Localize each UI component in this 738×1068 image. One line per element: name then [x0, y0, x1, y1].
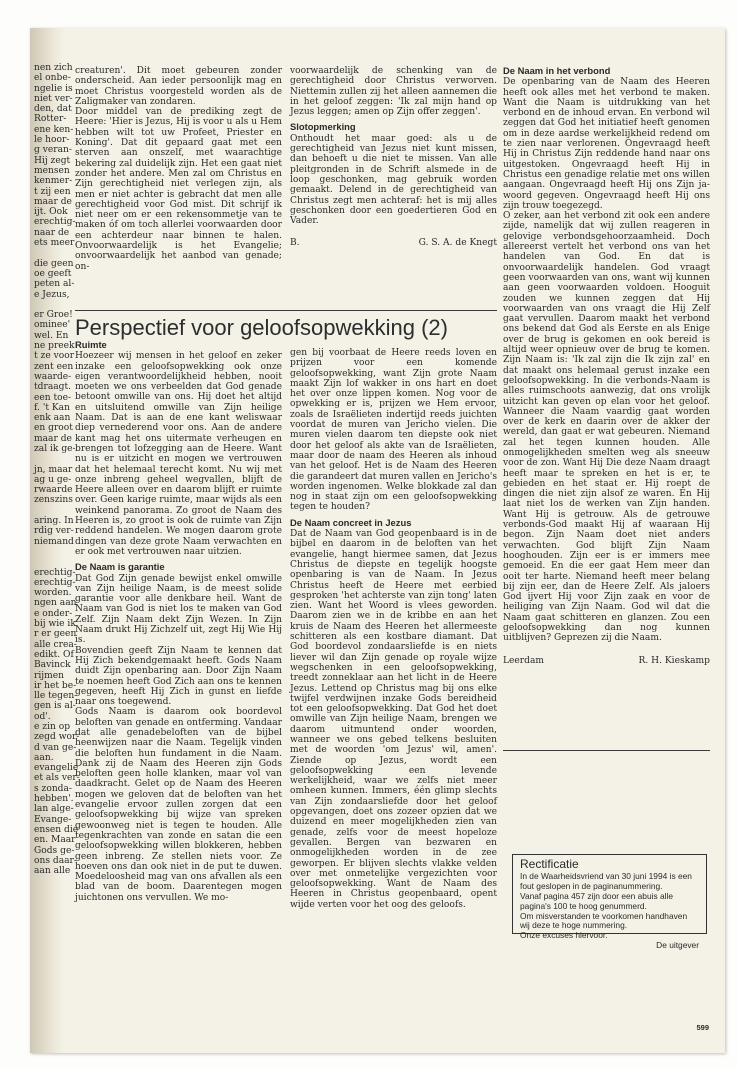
signature-kieskamp [503, 656, 710, 666]
fragment-line: zal ik ge- [34, 443, 76, 454]
fragment-line: od'. [34, 711, 51, 722]
rectificatie-signature: De uitgever [656, 940, 699, 951]
fragment-line: en. Maar [34, 835, 76, 846]
fragment-line: r er geen [34, 629, 77, 640]
fragment-line: er Groe! [34, 310, 73, 321]
article-paragraph: Bovendien geeft Zijn Naam te kennen dat Hij Zich bekendgemaakt heeft. Gods Naam duidt Zijn openbaring aan. Door Zijn Naam te noemen heeft God Zich aan ons te kennen gegeven, heeft Hij Zich in gunst en liefde naar ons toegewend. [75, 645, 282, 708]
fragment-line: maar de [34, 433, 72, 444]
previous-page-fragments [34, 63, 80, 877]
fragment-line: ngelie is [34, 83, 73, 94]
fragment-line: ir het be- [34, 680, 77, 691]
fragment-line: ngen aan [34, 598, 77, 609]
fragment-line: e onder- [34, 608, 73, 619]
fragment-line: maar de [34, 196, 72, 207]
fragment-line: edikt. Of [34, 649, 74, 660]
fragment-line: die geen [34, 258, 74, 269]
fragment-line: niemand [34, 536, 74, 547]
fragment-line: aan. [34, 752, 54, 763]
fragment-line [34, 557, 64, 567]
slot-body: Onthoudt het maar goed: als u de gerechtigheid van Jezus niet kunt missen, dan behoeft u die niet te missen. Van alle pleitgronden in de Schrift alsmede in de loop geschonken, mag gebruik worden gemaakt. Delend in de gerechtigheid van Christus zegt men achteraf: het is mij alles geschonken door een goedertieren God en Vader. [290, 133, 497, 227]
fragment-line: e zin op [34, 722, 71, 732]
fragment-line [34, 248, 64, 258]
magazine-page [30, 28, 725, 1053]
heading-naam-garantie: De Naam is garantie [75, 561, 165, 573]
fragment-line: evangelie [34, 763, 79, 774]
fragment-line: et als ver- [34, 773, 80, 784]
fragment-line: Hij zegt [34, 155, 71, 166]
fragment-line: waarde- [34, 371, 72, 382]
fragment-line: s zonda- [34, 783, 72, 794]
article-paragraph: gen bij voorbaat de Heere reeds loven en prijzen voor een komende geloofsopwekking, want Zijn grote Naam maakt Zijn lof wakker in ons hart en doet het over onze lippen komen. Nog voor de opwekking er is, prijzen we Hem ervoor, zoals de Israëlieten indertijd reeds juichten voordat de muren van Jericho vielen. Die muren vielen daarom ten diepste ook niet door het geloof als akte van de Israëlieten, maar door de naam des Heeren als inhoud van het geloof. Het is de Naam des Heeren die garandeert dat muren vallen en Jericho's worden ingenomen. Welke blokkade zal dan nog in staat zijn om een geloofsopwekking tegen te houden? [290, 348, 497, 513]
fragment-line: bij wie ik [34, 619, 76, 630]
fragment-line: zenszins [34, 495, 73, 506]
fragment-line: d van ge- [34, 742, 77, 753]
fragment-line: Evange- [34, 814, 72, 825]
signature-initial: B. [290, 238, 300, 249]
heading-ruimte: Ruimte [75, 339, 107, 350]
fragment-line: hebben'. [34, 794, 74, 805]
fragment-line: ne preek [34, 341, 75, 352]
fragment-line: jn, maar [34, 464, 73, 475]
fragment-line: mensen [34, 165, 70, 176]
column-3 [503, 66, 710, 744]
fragment-line: rijmen [34, 670, 64, 681]
fragment-line: ag u ge- [34, 474, 72, 485]
article-paragraph: Dat de Naam van God geopenbaard is in de bijbel en daarom in de beloften van het evangelie, hangt hiermee samen, dat Jezus Christus de diepste en tegelijk hoogste openbaring is van de Naam. In Jezus Christus heeft de Heere met eerbied gesproken 'het achterste van zijn tong' laten zien. Want het Woord is vlees geworden. Daarom zien we in de kribbe en aan het kruis de Naam des Heeren het allermeeste schitteren als een kostbare diamant. Dat God boordevol zondaarsliefde is en niets liever wil dan Zijn genade op royale wijze wegschenken in een geloofsopwekking, treedt zonneklaar aan het licht in de Heere Jezus. Lettend op Christus mag bij ons elke twijfel verdwijnen inzake Gods bereidheid tot een geloofsopwekking. Dat God het doet omwille van Zijn heilige Naam, brengen we daarom uitmuntend onder woorden, wanneer we ons gebed telkens besluiten met de woorden 'om Jezus' wil, amen'. Ziende op Jezus, wordt een geloofsopwekking een levende werkelijkheid, waar we zelfs niet meer omheen kunnen. Immers, één glimp slechts van Zijn zondaarsliefde door het geloof opgevangen, doet ons zozeer opzien dat we duizend en meer mogelijkheden zien van genade, zelfs voor de meest hopeloze gevallen. Bergen van bezwaren en onmogelijkheden worden in de zee geworpen. Er blijven slechts vlakke velden over met onmetelijke vergezichten voor geloofsopwekking. Want de Naam des Heeren in Christus geopenbaard, opent wijde verten voor het oog des geloofs. [290, 529, 497, 910]
fragment-line: en groot [34, 423, 73, 434]
fragment-line: lle tegen- [34, 691, 78, 702]
fragment-line: zegd wor- [34, 732, 80, 743]
rectificatie-text: Om misverstanden te voorkomen handhaven wij deze te hoge nummering. [520, 910, 688, 931]
fragment-line: Bavinck [34, 660, 71, 671]
fragment-line [34, 506, 64, 516]
rectificatie-text: Onze excuses hiervoor. [520, 930, 608, 941]
section-divider [75, 310, 497, 311]
fragment-line: erechtig- [34, 217, 76, 228]
fragment-line: niet ver- [34, 93, 73, 104]
fragment-line [34, 454, 64, 464]
rectificatie-text: Vanaf pagina 457 zijn door een abuis alle pagina's 100 te hoog genummerd. [520, 890, 674, 911]
fragment-line: Rotter- [34, 114, 67, 125]
signature-author: G. S. A. de Knegt [418, 238, 497, 249]
fragment-line: t ze voor [34, 351, 75, 362]
fragment-line: ijt. Ook [34, 207, 68, 218]
rectificatie-text: In de Waarheidsvriend van 30 juni 1994 is een fout geslopen in de paginanummering. [520, 870, 692, 891]
article-paragraph: Dat God Zijn genade bewijst enkel omwille van Zijn heilige Naam, is de meest solide garantie voor alle denkbare heil. Want de Naam van God is niet los te maken van God Zelf. Zijn Naam dekt Zijn Wezen. In Zijn Naam drukt Hij Zichzelf uit, zegt Hij Wie Hij is. [75, 573, 282, 646]
fragment-line: gen is al- [34, 701, 76, 712]
column-2-article [290, 348, 497, 1002]
fragment-line: ets meer [34, 238, 75, 249]
fragment-line: zent een [34, 361, 74, 372]
fragment-line: nen zich [34, 63, 73, 73]
fragment-line [34, 547, 64, 557]
page-number: 599 [696, 1023, 709, 1032]
fragment-line: e Jezus, [34, 289, 70, 300]
col1-paragraph: Door middel van de prediking zegt de Heere: 'Hier is Jezus, Hij is voor u als u Hem hebben wilt tot uw Profeet, Priester en Koning'. Dat dit gepaard gaat met een sterven aan onszelf, met waarachtige bekering zal duidelijk zijn. Het een gaat niet zonder het andere. Men zal om Christus en Zijn gerechtigheid niet verlegen zijn, als men er niet achter is gebracht dat men alle gerechtigheid voor God mist. Dit schrijf ik niet neer om er een rekensommetje van te maken óf om toch allerlei voorwaarden door een achterdeur naar binnen te halen. Onvoorwaardelijk is het Evangelie; onvoorwaardelijk het aanbod van genade; on- [75, 107, 282, 272]
fragment-line: enk aan [34, 413, 71, 424]
heading-naam-verbond: De Naam in het verbond [503, 65, 611, 76]
heading-naam-jezus: De Naam concreet in Jezus [290, 516, 412, 528]
fragment-line: ene ken- [34, 124, 74, 135]
fragment-line: ensen die [34, 824, 79, 835]
fragment-line: tdraagt. [34, 382, 72, 393]
rectificatie-box [512, 854, 707, 951]
column-1-article [75, 340, 282, 1002]
fragment-line: den, dat [34, 104, 72, 115]
signature-place: Leerdam [503, 655, 545, 666]
fragment-line: aan alle [34, 866, 71, 877]
column-3-divider [503, 750, 710, 751]
fragment-line: wel. En [34, 330, 69, 341]
column-2-top [290, 66, 497, 298]
fragment-line: kenmer- [34, 176, 73, 187]
article-title: Perspectief voor geloofsopwekking (2) [75, 315, 448, 340]
fragment-line: el onbe- [34, 73, 71, 84]
fragment-line: f. 't Kan [34, 402, 70, 413]
article-paragraph: De openbaring van de Naam des Heeren heeft ook alles met het verbond te maken. Want die Naam is uitdrukking van het verbond en de inhoud ervan. En verbond wil zeggen dat God het initiatief heeft genomen om in deze aardse werkelijkheid redend om te zien naar verlorenen. Ongevraagd heeft Hij in Christus Zijn reddende hand naar ons uitgestoken. Ongevraagd heeft Hij in Christus een genadige relatie met ons willen aangaan. Ongevraagd heeft Hij ons Zijn ja-woord gegeven. Ongevraagd heeft Hij ons zijn trouw toegezegd. [503, 77, 710, 211]
fragment-line: naar de [34, 227, 70, 238]
fragment-line: peten al- [34, 279, 75, 290]
fragment-line: worden. [34, 588, 72, 599]
fragment-line: een toe- [34, 392, 72, 403]
fragment-line: aring. In [34, 516, 74, 527]
fragment-line: rdig ver- [34, 526, 74, 537]
rectificatie-title: Rectificatie [520, 857, 579, 871]
article-paragraph: Hoezeer wij mensen in het geloof en zeker inzake een geloofsopwekking ook onze eigen verantwoordelijkheid hebben, nooit moeten we ons verbeelden dat God genade betoont omwille van ons. Hij doet het altijd en uitsluitend omwille van Zijn heilige Naam. Dat is aan de ene kant weliswaar diep vernederend voor ons. Aan de andere kant mag het ons uitermate verheugen en brengen tot lofzegging aan de Heere. Want nu is er uitzicht en mogen we vertrouwen dat het helemaal terecht komt. Nu wij met onze inbreng geheel wegvallen, blijft de Heere alleen over en daarom blijft er ruimte over. Geen karige ruimte, maar wijds als een weinkend panorama. Zo groot de Naam des Heeren is, zo groot is ook de ruimte van Zijn reddend handelen. We mogen daarom grote dingen van deze grote Naam verwachten en er ook met vertrouwen naar uitzien. [75, 351, 282, 557]
fragment-line: rwaarde [34, 485, 73, 496]
fragment-line [34, 300, 64, 310]
signature-de-knegt [290, 238, 497, 248]
fragment-line: ominee' [34, 320, 71, 331]
article-paragraph: Gods Naam is daarom ook boordevol beloften van genade en ontferming. Vandaar dat alle genadebeloften van de bijbel heenwijzen naar die Naam. Tegelijk vinden die beloften hun fundament in die Naam. Dank zij de Naam des Heeren zijn Gods beloften geen holle klanken, maar vol van daadkracht. Gelet op de Naam des Heeren mogen we geloven dat de beloften van het evangelie ervoor zullen zorgen dat een geloofsopwekking bij wijze van spreken gewoonweg niet is tegen te houden. Alle tegenkrachten van zonde en satan die een geloofsopwekking willen blokkeren, hebben geen inbreng. Ze stellen niets voor. Ze hoeven ons dan ook niet in de put te duwen. Moedeloosheid mag van ons afvallen als een blad van de boom. Daarentegen mogen juichtonen ons vervullen. We mo- [75, 707, 282, 903]
fragment-line: erechtig- [34, 567, 76, 578]
fragment-line: oe geeft [34, 268, 72, 279]
col1-paragraph: creaturen'. Dit moet gebeuren zonder onderscheid. Aan ieder persoonlijk mag en moet Christus voorgesteld worden als de Zaligmaker van zondaren. [75, 66, 282, 107]
article-paragraph: O zeker, aan het verbond zit ook een andere zijde, namelijk dat wij zullen reageren in gelovige verbondsgehoorzaamheid. Doch allereerst vertelt het verbond ons van het handelen van God. En dat is onvoorwaardelijk handelen. God vraagt geen voorwaarden van ons, want wij kunnen aan geen voorwaarden voldoen. Hooguit zouden we kunnen zeggen dat Hij voorwaarden van ons vraagt die Hij Zelf gaat vervullen. Daarom maakt het verbond ons bekend dat God als Eerste en als Enige over de brug is gekomen en ook bereid is altijd weer opnieuw over de brug te komen. Zijn Naam is: 'Ik zal zijn die Ik zijn zal' en dat maakt ons helemaal gerust inzake een geloofsopwekking. In die verbonds-Naam is alles ruimschoots aanwezig, dat ons vrolijk uitzicht kan geven op elan voor het geloof. Wanneer die Naam vaardig gaat worden over de kerk en daarin over de akker der wereld, dan gaat er wat gebeuren. Niemand zal het tegen kunnen houden. Alle onmogelijkheden smelten weg als sneeuw voor de zon. Want Hij Die deze Naam draagt heeft maar te spreken en het is er, te gebieden en het staat er. Hij roept de dingen die niet zijn alsof ze waren. En Hij laat niet los de werken van Zijn handen. Want Hij is getrouw. Als de getrouwe verbonds-God maakt Hij af waaraan Hij begon. Zijn Naam doet niet anders verwachten. God blijft Zijn Naam hooghouden. Zijn eer is er immers mee gemoeid. En die eer gaat Hem meer dan ooit ter harte. Niemand heeft meer belang bij zijn eer, dan de Heere Zelf. Als jaloers God ijvert Hij voor Zijn zaak en voor de heiliging van Zijn Naam. God wil dat die Naam gaat schitteren en glanzen. Zou een geloofsopwekking dan nog kunnen uitblijven? Geprezen zij die Naam. [503, 211, 710, 644]
column-1-top [75, 66, 282, 294]
slot-intro: voorwaardelijk de schenking van de gerechtigheid door Christus verworven. Niettemin zullen zij het alleen aannemen die in het geloof zeggen: 'Ik zal mijn hand op Jezus leggen; amen op Zijn offer zeggen'. [290, 66, 497, 118]
fragment-line: ons daar- [34, 855, 77, 866]
fragment-line: lan alge- [34, 804, 74, 815]
heading-slotopmerking: Slotopmerking [290, 121, 356, 133]
fragment-line: g veran- [34, 145, 72, 156]
signature-author: R. H. Kieskamp [638, 655, 710, 666]
fragment-line: erechtig- [34, 577, 76, 588]
fragment-line: alle crea- [34, 639, 77, 650]
fragment-line: le hoor- [34, 135, 70, 146]
fragment-line: t zij een [34, 186, 71, 197]
fragment-line: Gods ge- [34, 845, 75, 856]
